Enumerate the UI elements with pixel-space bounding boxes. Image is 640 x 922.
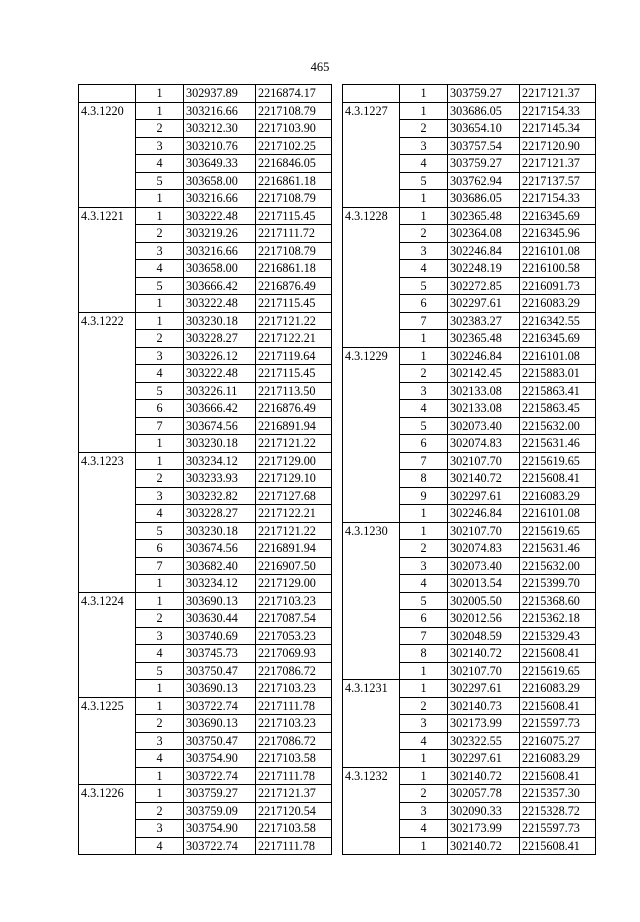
y-coordinate-cell: 2215631.46 xyxy=(520,540,596,558)
y-coordinate-cell: 2217154.33 xyxy=(520,102,596,120)
parcel-id-cell: 4.3.1227 xyxy=(343,102,400,207)
parcel-id-cell: 4.3.1220 xyxy=(79,102,136,207)
table-row xyxy=(79,785,332,803)
x-coordinate-cell: 303690.13 xyxy=(184,715,256,733)
point-number-cell: 4 xyxy=(136,505,184,523)
y-coordinate-cell: 2217103.58 xyxy=(256,750,332,768)
y-coordinate-cell: 2216083.29 xyxy=(520,295,596,313)
x-coordinate-cell: 303654.10 xyxy=(448,120,520,138)
y-coordinate-cell: 2217113.50 xyxy=(256,382,332,400)
x-coordinate-cell: 303666.42 xyxy=(184,277,256,295)
point-number-cell: 5 xyxy=(136,662,184,680)
table-row xyxy=(343,85,596,103)
y-coordinate-cell: 2217121.37 xyxy=(520,155,596,173)
y-coordinate-cell: 2217120.90 xyxy=(520,137,596,155)
point-number-cell: 3 xyxy=(400,715,448,733)
x-coordinate-cell: 303722.74 xyxy=(184,767,256,785)
point-number-cell: 1 xyxy=(400,750,448,768)
x-coordinate-cell: 302297.61 xyxy=(448,680,520,698)
y-coordinate-cell: 2215619.65 xyxy=(520,452,596,470)
point-number-cell: 3 xyxy=(136,732,184,750)
y-coordinate-cell: 2217108.79 xyxy=(256,190,332,208)
y-coordinate-cell: 2216891.94 xyxy=(256,417,332,435)
x-coordinate-cell: 303228.27 xyxy=(184,330,256,348)
x-coordinate-cell: 303232.82 xyxy=(184,487,256,505)
table-row xyxy=(79,85,332,103)
y-coordinate-cell: 2217154.33 xyxy=(520,190,596,208)
point-number-cell: 7 xyxy=(136,557,184,575)
y-coordinate-cell: 2217145.34 xyxy=(520,120,596,138)
table-row xyxy=(79,312,332,330)
y-coordinate-cell: 2217053.23 xyxy=(256,627,332,645)
y-coordinate-cell: 2217069.93 xyxy=(256,645,332,663)
y-coordinate-cell: 2217119.64 xyxy=(256,347,332,365)
point-number-cell: 5 xyxy=(400,592,448,610)
y-coordinate-cell: 2216846.05 xyxy=(256,155,332,173)
x-coordinate-cell: 302057.78 xyxy=(448,785,520,803)
y-coordinate-cell: 2217111.78 xyxy=(256,767,332,785)
y-coordinate-cell: 2217103.58 xyxy=(256,820,332,838)
point-number-cell: 9 xyxy=(400,487,448,505)
point-number-cell: 1 xyxy=(136,452,184,470)
point-number-cell: 7 xyxy=(400,452,448,470)
point-number-cell: 2 xyxy=(400,225,448,243)
y-coordinate-cell: 2217108.79 xyxy=(256,102,332,120)
x-coordinate-cell: 302173.99 xyxy=(448,820,520,838)
y-coordinate-cell: 2217122.21 xyxy=(256,330,332,348)
y-coordinate-cell: 2217127.68 xyxy=(256,487,332,505)
point-number-cell: 1 xyxy=(136,785,184,803)
point-number-cell: 1 xyxy=(400,680,448,698)
point-number-cell: 4 xyxy=(400,820,448,838)
y-coordinate-cell: 2216891.94 xyxy=(256,540,332,558)
x-coordinate-cell: 302090.33 xyxy=(448,802,520,820)
x-coordinate-cell: 303686.05 xyxy=(448,190,520,208)
y-coordinate-cell: 2216861.18 xyxy=(256,172,332,190)
point-number-cell: 3 xyxy=(400,557,448,575)
x-coordinate-cell: 303630.44 xyxy=(184,610,256,628)
y-coordinate-cell: 2217087.54 xyxy=(256,610,332,628)
point-number-cell: 8 xyxy=(400,470,448,488)
x-coordinate-cell: 303216.66 xyxy=(184,102,256,120)
x-coordinate-cell: 303722.74 xyxy=(184,697,256,715)
x-coordinate-cell: 302107.70 xyxy=(448,662,520,680)
x-coordinate-cell: 303226.11 xyxy=(184,382,256,400)
parcel-id-cell: 4.3.1226 xyxy=(79,785,136,855)
point-number-cell: 3 xyxy=(400,382,448,400)
point-number-cell: 1 xyxy=(136,312,184,330)
x-coordinate-cell: 303759.09 xyxy=(184,802,256,820)
point-number-cell: 2 xyxy=(400,540,448,558)
point-number-cell: 1 xyxy=(136,575,184,593)
y-coordinate-cell: 2215608.41 xyxy=(520,837,596,855)
y-coordinate-cell: 2216876.49 xyxy=(256,400,332,418)
table-row xyxy=(343,522,596,540)
point-number-cell: 5 xyxy=(400,172,448,190)
y-coordinate-cell: 2216101.08 xyxy=(520,347,596,365)
y-coordinate-cell: 2216876.49 xyxy=(256,277,332,295)
y-coordinate-cell: 2215863.45 xyxy=(520,400,596,418)
point-number-cell: 1 xyxy=(400,767,448,785)
x-coordinate-cell: 302012.56 xyxy=(448,610,520,628)
y-coordinate-cell: 2216083.29 xyxy=(520,750,596,768)
y-coordinate-cell: 2215399.70 xyxy=(520,575,596,593)
point-number-cell: 3 xyxy=(400,242,448,260)
y-coordinate-cell: 2215632.00 xyxy=(520,417,596,435)
point-number-cell: 6 xyxy=(136,540,184,558)
x-coordinate-cell: 303757.54 xyxy=(448,137,520,155)
y-coordinate-cell: 2215632.00 xyxy=(520,557,596,575)
x-coordinate-cell: 302140.72 xyxy=(448,470,520,488)
y-coordinate-cell: 2216101.08 xyxy=(520,505,596,523)
point-number-cell: 1 xyxy=(400,662,448,680)
x-coordinate-cell: 302297.61 xyxy=(448,487,520,505)
x-coordinate-cell: 303666.42 xyxy=(184,400,256,418)
y-coordinate-cell: 2216083.29 xyxy=(520,680,596,698)
x-coordinate-cell: 303228.27 xyxy=(184,505,256,523)
x-coordinate-cell: 302140.73 xyxy=(448,697,520,715)
point-number-cell: 5 xyxy=(400,277,448,295)
x-coordinate-cell: 303234.12 xyxy=(184,575,256,593)
point-number-cell: 4 xyxy=(136,365,184,383)
y-coordinate-cell: 2216075.27 xyxy=(520,732,596,750)
point-number-cell: 6 xyxy=(400,295,448,313)
point-number-cell: 4 xyxy=(400,400,448,418)
point-number-cell: 5 xyxy=(136,172,184,190)
y-coordinate-cell: 2217137.57 xyxy=(520,172,596,190)
y-coordinate-cell: 2217115.45 xyxy=(256,295,332,313)
table-row xyxy=(79,207,332,225)
point-number-cell: 5 xyxy=(136,522,184,540)
x-coordinate-cell: 302365.48 xyxy=(448,330,520,348)
y-coordinate-cell: 2217111.72 xyxy=(256,225,332,243)
point-number-cell: 2 xyxy=(136,610,184,628)
y-coordinate-cell: 2216345.96 xyxy=(520,225,596,243)
x-coordinate-cell: 302173.99 xyxy=(448,715,520,733)
y-coordinate-cell: 2216907.50 xyxy=(256,557,332,575)
x-coordinate-cell: 302140.72 xyxy=(448,645,520,663)
x-coordinate-cell: 303674.56 xyxy=(184,417,256,435)
x-coordinate-cell: 302142.45 xyxy=(448,365,520,383)
point-number-cell: 1 xyxy=(136,592,184,610)
y-coordinate-cell: 2217115.45 xyxy=(256,365,332,383)
point-number-cell: 1 xyxy=(136,697,184,715)
x-coordinate-cell: 302140.72 xyxy=(448,767,520,785)
x-coordinate-cell: 302005.50 xyxy=(448,592,520,610)
point-number-cell: 4 xyxy=(400,260,448,278)
y-coordinate-cell: 2217111.78 xyxy=(256,837,332,855)
parcel-id-cell: 4.3.1221 xyxy=(79,207,136,312)
y-coordinate-cell: 2215597.73 xyxy=(520,820,596,838)
point-number-cell: 6 xyxy=(400,435,448,453)
x-coordinate-cell: 303759.27 xyxy=(184,785,256,803)
y-coordinate-cell: 2215328.72 xyxy=(520,802,596,820)
table-row xyxy=(79,102,332,120)
y-coordinate-cell: 2216083.29 xyxy=(520,487,596,505)
y-coordinate-cell: 2217121.22 xyxy=(256,522,332,540)
x-coordinate-cell: 303740.69 xyxy=(184,627,256,645)
x-coordinate-cell: 302107.70 xyxy=(448,452,520,470)
point-number-cell: 1 xyxy=(136,85,184,103)
x-coordinate-cell: 302383.27 xyxy=(448,312,520,330)
x-coordinate-cell: 303686.05 xyxy=(448,102,520,120)
x-coordinate-cell: 303690.13 xyxy=(184,680,256,698)
y-coordinate-cell: 2217102.25 xyxy=(256,137,332,155)
x-coordinate-cell: 303216.66 xyxy=(184,190,256,208)
y-coordinate-cell: 2215608.41 xyxy=(520,645,596,663)
point-number-cell: 8 xyxy=(400,645,448,663)
y-coordinate-cell: 2215619.65 xyxy=(520,522,596,540)
x-coordinate-cell: 302937.89 xyxy=(184,85,256,103)
point-number-cell: 1 xyxy=(400,85,448,103)
y-coordinate-cell: 2217086.72 xyxy=(256,732,332,750)
y-coordinate-cell: 2215863.41 xyxy=(520,382,596,400)
point-number-cell: 1 xyxy=(400,190,448,208)
y-coordinate-cell: 2215362.18 xyxy=(520,610,596,628)
y-coordinate-cell: 2217115.45 xyxy=(256,207,332,225)
y-coordinate-cell: 2216874.17 xyxy=(256,85,332,103)
x-coordinate-cell: 303674.56 xyxy=(184,540,256,558)
x-coordinate-cell: 303222.48 xyxy=(184,207,256,225)
x-coordinate-cell: 303233.93 xyxy=(184,470,256,488)
x-coordinate-cell: 303216.66 xyxy=(184,242,256,260)
point-number-cell: 2 xyxy=(400,785,448,803)
x-coordinate-cell: 302246.84 xyxy=(448,347,520,365)
point-number-cell: 5 xyxy=(136,382,184,400)
y-coordinate-cell: 2217122.21 xyxy=(256,505,332,523)
point-number-cell: 7 xyxy=(136,417,184,435)
point-number-cell: 7 xyxy=(400,312,448,330)
x-coordinate-cell: 303230.18 xyxy=(184,312,256,330)
point-number-cell: 2 xyxy=(136,470,184,488)
x-coordinate-cell: 302074.83 xyxy=(448,540,520,558)
parcel-id-cell: 4.3.1231 xyxy=(343,680,400,768)
y-coordinate-cell: 2217129.00 xyxy=(256,452,332,470)
point-number-cell: 3 xyxy=(136,242,184,260)
x-coordinate-cell: 302013.54 xyxy=(448,575,520,593)
y-coordinate-cell: 2217120.54 xyxy=(256,802,332,820)
coordinates-table-right xyxy=(342,84,596,855)
x-coordinate-cell: 303762.94 xyxy=(448,172,520,190)
x-coordinate-cell: 302365.48 xyxy=(448,207,520,225)
point-number-cell: 2 xyxy=(136,802,184,820)
point-number-cell: 1 xyxy=(400,207,448,225)
x-coordinate-cell: 303750.47 xyxy=(184,662,256,680)
parcel-id-cell: 4.3.1222 xyxy=(79,312,136,452)
point-number-cell: 2 xyxy=(136,330,184,348)
point-number-cell: 6 xyxy=(400,610,448,628)
point-number-cell: 1 xyxy=(400,330,448,348)
point-number-cell: 1 xyxy=(136,207,184,225)
point-number-cell: 5 xyxy=(136,277,184,295)
y-coordinate-cell: 2215631.46 xyxy=(520,435,596,453)
x-coordinate-cell: 302297.61 xyxy=(448,750,520,768)
point-number-cell: 4 xyxy=(136,750,184,768)
y-coordinate-cell: 2215608.41 xyxy=(520,697,596,715)
table-row xyxy=(343,207,596,225)
point-number-cell: 3 xyxy=(400,802,448,820)
y-coordinate-cell: 2216100.58 xyxy=(520,260,596,278)
x-coordinate-cell: 302140.72 xyxy=(448,837,520,855)
point-number-cell: 1 xyxy=(400,837,448,855)
y-coordinate-cell: 2217103.90 xyxy=(256,120,332,138)
x-coordinate-cell: 303212.30 xyxy=(184,120,256,138)
point-number-cell: 5 xyxy=(400,417,448,435)
x-coordinate-cell: 303234.12 xyxy=(184,452,256,470)
point-number-cell: 1 xyxy=(136,295,184,313)
point-number-cell: 4 xyxy=(136,645,184,663)
parcel-id-cell: 4.3.1223 xyxy=(79,452,136,592)
x-coordinate-cell: 303682.40 xyxy=(184,557,256,575)
parcel-id-cell: 4.3.1229 xyxy=(343,347,400,522)
y-coordinate-cell: 2216101.08 xyxy=(520,242,596,260)
x-coordinate-cell: 303226.12 xyxy=(184,347,256,365)
parcel-id-cell: 4.3.1224 xyxy=(79,592,136,697)
point-number-cell: 1 xyxy=(400,522,448,540)
y-coordinate-cell: 2217121.22 xyxy=(256,312,332,330)
y-coordinate-cell: 2217086.72 xyxy=(256,662,332,680)
page-number: 465 xyxy=(310,60,330,74)
table-row xyxy=(343,347,596,365)
x-coordinate-cell: 303210.76 xyxy=(184,137,256,155)
parcel-id-cell: 4.3.1228 xyxy=(343,207,400,347)
x-coordinate-cell: 302272.85 xyxy=(448,277,520,295)
x-coordinate-cell: 302133.08 xyxy=(448,382,520,400)
x-coordinate-cell: 303745.73 xyxy=(184,645,256,663)
x-coordinate-cell: 303222.48 xyxy=(184,365,256,383)
point-number-cell: 3 xyxy=(400,137,448,155)
x-coordinate-cell: 302297.61 xyxy=(448,295,520,313)
point-number-cell: 2 xyxy=(400,365,448,383)
parcel-id-cell: 4.3.1230 xyxy=(343,522,400,680)
point-number-cell: 1 xyxy=(136,190,184,208)
table-row xyxy=(343,680,596,698)
x-coordinate-cell: 303754.90 xyxy=(184,750,256,768)
x-coordinate-cell: 303754.90 xyxy=(184,820,256,838)
y-coordinate-cell: 2215597.73 xyxy=(520,715,596,733)
y-coordinate-cell: 2217108.79 xyxy=(256,242,332,260)
coordinates-table-left xyxy=(78,84,332,855)
y-coordinate-cell: 2215883.01 xyxy=(520,365,596,383)
x-coordinate-cell: 302322.55 xyxy=(448,732,520,750)
y-coordinate-cell: 2217129.00 xyxy=(256,575,332,593)
parcel-id-cell: 4.3.1232 xyxy=(343,767,400,855)
y-coordinate-cell: 2217111.78 xyxy=(256,697,332,715)
x-coordinate-cell: 303649.33 xyxy=(184,155,256,173)
point-number-cell: 4 xyxy=(136,837,184,855)
x-coordinate-cell: 302246.84 xyxy=(448,505,520,523)
x-coordinate-cell: 303722.74 xyxy=(184,837,256,855)
point-number-cell: 3 xyxy=(136,137,184,155)
point-number-cell: 4 xyxy=(400,732,448,750)
x-coordinate-cell: 302107.70 xyxy=(448,522,520,540)
x-coordinate-cell: 302074.83 xyxy=(448,435,520,453)
x-coordinate-cell: 302073.40 xyxy=(448,557,520,575)
point-number-cell: 4 xyxy=(400,575,448,593)
parcel-id-cell: 4.3.1225 xyxy=(79,697,136,785)
x-coordinate-cell: 303230.18 xyxy=(184,435,256,453)
point-number-cell: 2 xyxy=(136,225,184,243)
point-number-cell: 2 xyxy=(136,120,184,138)
y-coordinate-cell: 2215368.60 xyxy=(520,592,596,610)
y-coordinate-cell: 2217129.10 xyxy=(256,470,332,488)
point-number-cell: 3 xyxy=(136,627,184,645)
y-coordinate-cell: 2217103.23 xyxy=(256,592,332,610)
x-coordinate-cell: 303690.13 xyxy=(184,592,256,610)
point-number-cell: 1 xyxy=(400,102,448,120)
point-number-cell: 1 xyxy=(400,505,448,523)
y-coordinate-cell: 2216342.55 xyxy=(520,312,596,330)
point-number-cell: 1 xyxy=(136,680,184,698)
table-row xyxy=(343,102,596,120)
x-coordinate-cell: 302133.08 xyxy=(448,400,520,418)
y-coordinate-cell: 2216861.18 xyxy=(256,260,332,278)
y-coordinate-cell: 2217121.37 xyxy=(256,785,332,803)
point-number-cell: 2 xyxy=(136,715,184,733)
x-coordinate-cell: 302246.84 xyxy=(448,242,520,260)
x-coordinate-cell: 303750.47 xyxy=(184,732,256,750)
point-number-cell: 4 xyxy=(400,155,448,173)
table-row xyxy=(79,452,332,470)
y-coordinate-cell: 2217121.37 xyxy=(520,85,596,103)
table-row xyxy=(79,592,332,610)
parcel-id-cell xyxy=(343,85,400,103)
y-coordinate-cell: 2215329.43 xyxy=(520,627,596,645)
point-number-cell: 1 xyxy=(136,767,184,785)
x-coordinate-cell: 303759.27 xyxy=(448,155,520,173)
point-number-cell: 3 xyxy=(136,820,184,838)
table-row xyxy=(343,767,596,785)
point-number-cell: 1 xyxy=(136,102,184,120)
y-coordinate-cell: 2215619.65 xyxy=(520,662,596,680)
point-number-cell: 1 xyxy=(400,347,448,365)
x-coordinate-cell: 302364.08 xyxy=(448,225,520,243)
x-coordinate-cell: 302073.40 xyxy=(448,417,520,435)
y-coordinate-cell: 2215608.41 xyxy=(520,470,596,488)
point-number-cell: 4 xyxy=(136,155,184,173)
table-row xyxy=(79,697,332,715)
x-coordinate-cell: 303658.00 xyxy=(184,260,256,278)
point-number-cell: 3 xyxy=(136,487,184,505)
point-number-cell: 3 xyxy=(136,347,184,365)
point-number-cell: 2 xyxy=(400,120,448,138)
point-number-cell: 6 xyxy=(136,400,184,418)
x-coordinate-cell: 303222.48 xyxy=(184,295,256,313)
x-coordinate-cell: 303230.18 xyxy=(184,522,256,540)
point-number-cell: 1 xyxy=(136,435,184,453)
point-number-cell: 7 xyxy=(400,627,448,645)
y-coordinate-cell: 2216345.69 xyxy=(520,330,596,348)
y-coordinate-cell: 2217103.23 xyxy=(256,680,332,698)
point-number-cell: 2 xyxy=(400,697,448,715)
y-coordinate-cell: 2216345.69 xyxy=(520,207,596,225)
y-coordinate-cell: 2217103.23 xyxy=(256,715,332,733)
x-coordinate-cell: 302048.59 xyxy=(448,627,520,645)
x-coordinate-cell: 303759.27 xyxy=(448,85,520,103)
y-coordinate-cell: 2216091.73 xyxy=(520,277,596,295)
y-coordinate-cell: 2215608.41 xyxy=(520,767,596,785)
x-coordinate-cell: 303219.26 xyxy=(184,225,256,243)
y-coordinate-cell: 2217121.22 xyxy=(256,435,332,453)
point-number-cell: 4 xyxy=(136,260,184,278)
y-coordinate-cell: 2215357.30 xyxy=(520,785,596,803)
x-coordinate-cell: 302248.19 xyxy=(448,260,520,278)
x-coordinate-cell: 303658.00 xyxy=(184,172,256,190)
parcel-id-cell xyxy=(79,85,136,103)
